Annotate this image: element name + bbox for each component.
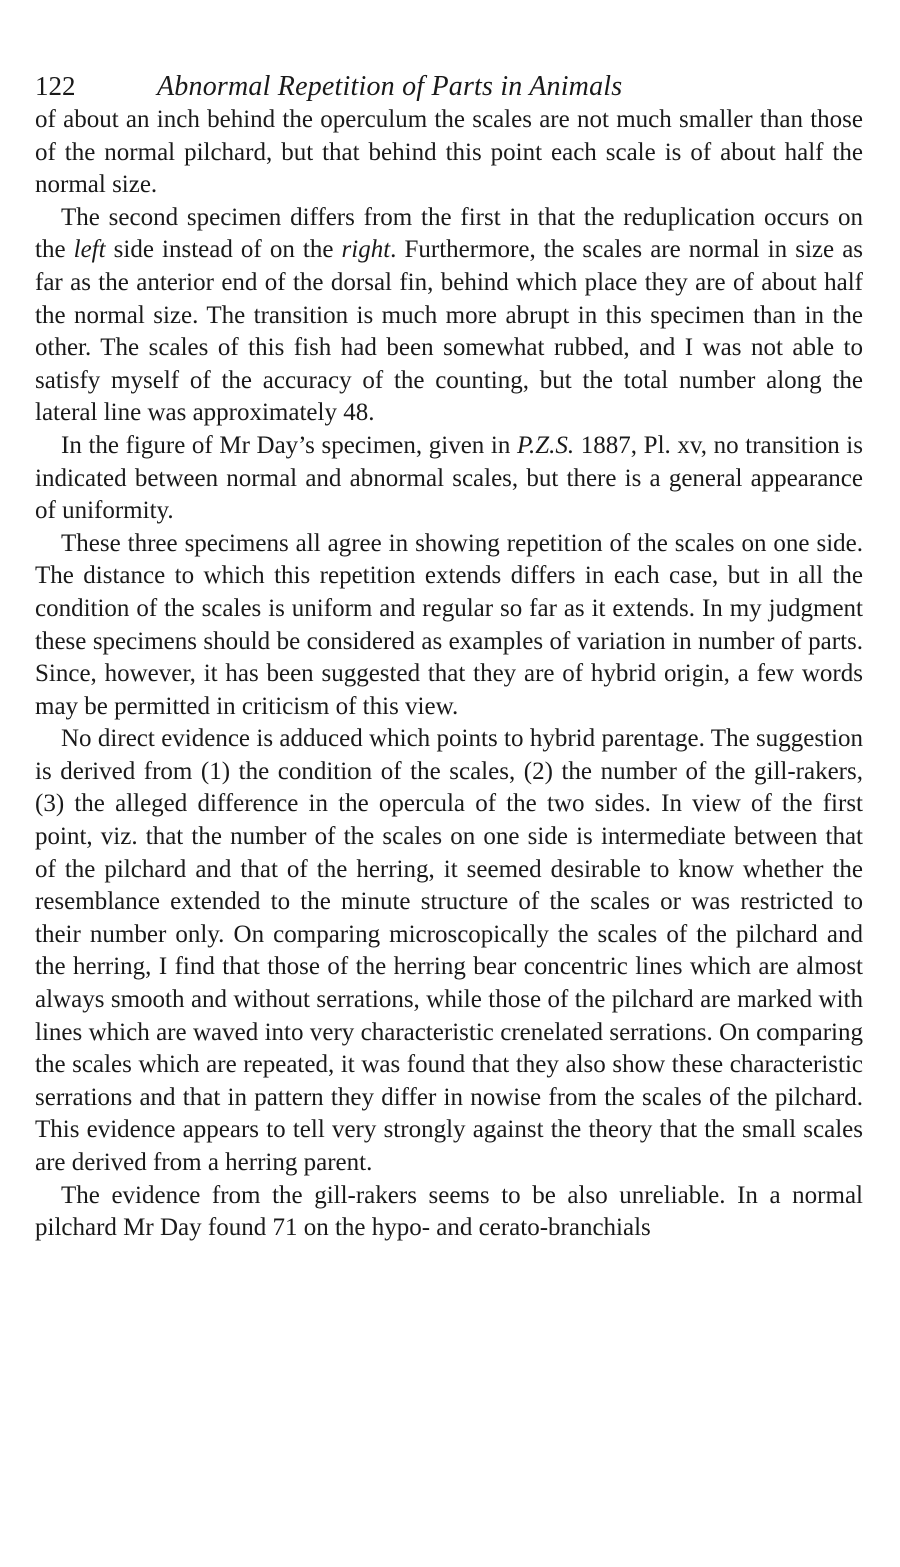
italic-word-right: right (341, 236, 391, 264)
paragraph-three-specimens (35, 528, 863, 724)
paragraph-continued (35, 104, 863, 202)
text-run: . Furthermore, the scales are normal in size as far as the anterior end of the dorsal fin, behind which place they are of about half the normal size. The transition is much more abrupt in this specimen than in the other. The scales of this fish had been somewhat rubbed, and I was not able to satisfy myself of the accuracy of the counting, but the total number along the lateral line was approximately 48. (35, 236, 864, 427)
italic-word-left: left (73, 236, 106, 264)
running-title: Abnormal Repetition of Parts in Animals (157, 71, 623, 102)
text-run: of about an inch behind the operculum the scales are not much smaller than those of the normal pilchard, but that behind this point each scale is of about half the normal size. (35, 106, 863, 199)
book-page (35, 68, 863, 1245)
running-head (35, 68, 863, 104)
page-number: 122 (35, 71, 76, 101)
text-run: These three specimens all agree in showing repetition of the scales on one side. The distance to which this repetition extends differs in each case, but in all the condition of the scales is uniform and regular so far as it extends. In my judgment these specimens should be considered as examples of variation in number of parts. Since, however, it has been suggested that they are of hybrid origin, a few words may be permitted in criticism of this view. (35, 529, 863, 720)
body-text (35, 104, 863, 1245)
text-run: side instead of on the (105, 236, 342, 264)
text-run: The evidence from the gill-rakers seems to be also unreliable. In a normal pilchard Mr Day found 71 on the hypo- and cerato-branchials (35, 1181, 863, 1242)
paragraph-day-specimen (35, 430, 863, 528)
paragraph-second-specimen (35, 202, 863, 430)
text-run: 1887, Pl. xv, no transition is indicated between normal and abnormal scales, but there is a general appearance of uniformity. (35, 431, 863, 525)
text-run: In the figure of Mr Day’s specimen, given in (61, 431, 517, 459)
italic-citation: P.Z.S. (516, 431, 575, 459)
paragraph-gill-rakers (35, 1180, 863, 1245)
text-run: The second specimen differs from the first in that the reduplication occurs on the (35, 203, 863, 264)
text-run: No direct evidence is adduced which points to hybrid parentage. The suggestion is derived from (1) the condition of the scales, (2) the number of the gill-rakers, (3) the alleged difference in the opercula of the two sides. In view of the first point, viz. that the number of the scales on one side is intermediate between that of the pilchard and that of the herring, it seemed desirable to know whether the resemblance extended to the minute structure of the scales or was restricted to their number only. On comparing microscopically the scales of the pilchard and the herring, I find that those of the herring bear concentric lines which are almost always smooth and without serrations, while those of the pilchard are marked with lines which are waved into very characteristic crenelated serrations. On comparing the scales which are repeated, it was found that they also show these characteristic serrations and that in pattern they differ in nowise from the scales of the pilchard. This evidence appears to tell very strongly against the theory that the small scales are derived from a herring parent. (35, 725, 863, 1176)
paragraph-hybrid-evidence (35, 723, 863, 1179)
